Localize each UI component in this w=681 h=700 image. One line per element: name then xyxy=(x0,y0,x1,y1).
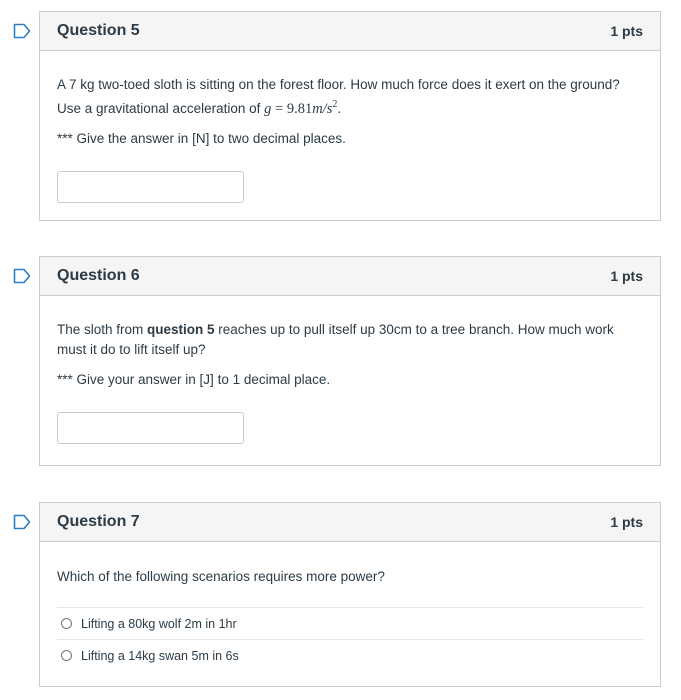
answer-input[interactable] xyxy=(57,412,244,444)
answer-option[interactable] xyxy=(57,607,643,639)
question-header xyxy=(40,257,660,296)
math-eq: = xyxy=(271,100,287,117)
question-reference: question 5 xyxy=(147,322,215,337)
flag-icon[interactable] xyxy=(13,268,31,284)
question-points: 1 pts xyxy=(610,268,643,284)
math-var: g xyxy=(264,100,272,117)
question-6 xyxy=(39,256,661,466)
question-body xyxy=(40,542,660,671)
math-unit: m/s xyxy=(312,100,333,117)
question-text-part: A 7 kg two-toed sloth is sitting on the forest floor. How much force does it exert on the ground? Use a gravitational acceleration of xyxy=(57,77,620,116)
question-note: *** Give the answer in [N] to two decimal places. xyxy=(57,130,346,146)
question-text xyxy=(57,75,643,119)
question-title: Question 6 xyxy=(57,267,140,284)
question-text-part: The sloth from xyxy=(57,322,148,337)
question-points: 1 pts xyxy=(610,23,643,39)
radio-unchecked-icon[interactable] xyxy=(61,650,72,661)
option-label: Lifting a 14kg swan 5m in 6s xyxy=(81,648,239,663)
question-text-part: reaches up to pull itself up 30cm to a tree branch. How much work must it do to lift itself up? xyxy=(57,322,614,357)
question-5 xyxy=(39,11,661,221)
question-7 xyxy=(39,502,661,687)
question-title: Question 7 xyxy=(57,513,140,530)
answer-input[interactable] xyxy=(57,171,244,203)
math-expression xyxy=(264,101,337,117)
math-value: 9.81 xyxy=(286,100,313,117)
answer-options xyxy=(57,607,643,671)
question-note: *** Give your answer in [J] to 1 decimal place. xyxy=(57,372,331,387)
question-title: Question 5 xyxy=(57,22,140,39)
question-body xyxy=(40,296,660,468)
question-points: 1 pts xyxy=(610,514,643,530)
question-header xyxy=(40,12,660,51)
question-text xyxy=(57,320,643,360)
question-text: Which of the following scenarios requires more power? xyxy=(57,569,385,584)
flag-icon[interactable] xyxy=(13,23,31,39)
question-body xyxy=(40,51,660,227)
math-exp: 2 xyxy=(332,99,338,110)
flag-icon[interactable] xyxy=(13,514,31,530)
question-header xyxy=(40,503,660,542)
option-label: Lifting a 80kg wolf 2m in 1hr xyxy=(81,616,237,631)
answer-option[interactable] xyxy=(57,639,643,671)
question-text-part: . xyxy=(337,100,342,116)
radio-unchecked-icon[interactable] xyxy=(61,618,72,629)
